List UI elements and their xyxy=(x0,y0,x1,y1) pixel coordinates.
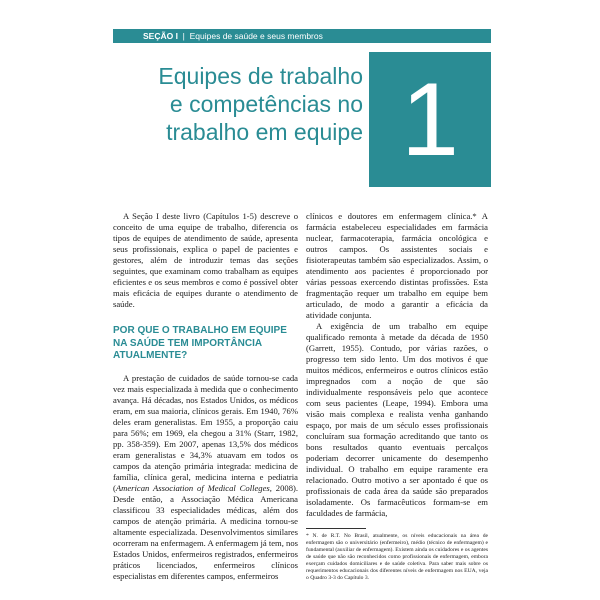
body-paragraph: clínicos e doutores em enfermagem clínica.* A farmácia estabeleceu especialidades em farmácia nuclear, farmacoterapia, farmácia oncológica e outros campos. Os assistentes sociais e fisioterapeutas também são especializados. Assim, o atendimento aos pacientes é proporcionado por várias pessoas exercendo distintas profissões. Esta fragmentação requer um trabalho em equipe bem articulado, de modo a garantir a eficácia da atividade conjunta. xyxy=(306,211,488,320)
subheading-line: ATUALMENTE? xyxy=(113,350,188,361)
section-title: Equipes de saúde e seus membros xyxy=(189,31,323,41)
right-column xyxy=(306,211,488,582)
chapter-title xyxy=(113,62,363,146)
chapter-number: 1 xyxy=(401,62,459,178)
paragraph-text: A prestação de cuidados de saúde tornou-se cada vez mais especializada à medida que o conhecimento avança. Há décadas, nos Estados Unidos, os médicos eram, em sua maioria, clínicos gerais. Em 1940, 76% deles eram generalistas. Em 1955, a proporção caiu para 56%; em 1969, ela chegou a 31% (Starr, 1982, pp. 358-359). Em 2007, apenas 13,5% dos médicos eram generalistas e 34,3% atuavam em todos os campos da atenção primária integrada: medicina de família, clínica geral, medicina interna e pediatria ( xyxy=(113,372,298,493)
chapter-title-line: trabalho em equipe xyxy=(166,119,363,145)
body-paragraph: A exigência de um trabalho em equipe qualificado remonta à metade da década de 1950 (Garrett, 1955). Contudo, por várias razões, o progresso tem sido lento. Um dos motivos é que muitos médicos, enfermeiros e outros clínicos estão impregnados com a noção de que são individualmente responsáveis pelo que acontece com seus pacientes (Leape, 1994). Embora uma visão mais complexa e realista venha ganhando espaço, por mais de um século esses profissionais concluíram sua formação acreditando que tanto os bons resultados quanto eventuais percalços poderiam decorrer unicamente do desempenho individual. O trabalho em equipe raramente era relacionado. Outro motivo a ser apontado é que os profissionais de cada área da saúde são preparados isoladamente. Os farmacêuticos formam-se em faculdades de farmácia, xyxy=(306,321,488,518)
chapter-title-line: e competências no xyxy=(169,91,363,117)
body-paragraph xyxy=(113,373,298,582)
chapter-title-line: Equipes de trabalho xyxy=(158,63,363,89)
section-subheading xyxy=(113,325,298,363)
footnote: * N. de R.T. No Brasil, atualmente, os níveis educacionais na área de enfermagem são o universitário (enfermeiro), médio (técnico de enfermagem) e fundamental (auxiliar de enfermagem). Existem ainda os cuidadores e os agentes de saúde que não são reconhecidos como profissionais de enfermagem, embora exerçam cuidados domiciliares e de saúde coletiva. Para saber mais sobre os requerimentos educacionais dos diferentes níveis de enfermagem nos EUA, veja o Quadro 3-3 do Capítulo 3. xyxy=(306,533,488,581)
citation-italic: American Association of Medical Colleges xyxy=(115,482,270,493)
section-header-band: SEÇÃO I | Equipes de saúde e seus membros xyxy=(113,29,491,43)
subheading-line: NA SAÚDE TEM IMPORTÂNCIA xyxy=(113,337,263,349)
chapter-number-box xyxy=(369,52,491,187)
left-column xyxy=(113,211,298,582)
subheading-line: POR QUE O TRABALHO EM EQUIPE xyxy=(113,325,287,336)
paragraph-text: , 2008). Desde então, a Associação Médica Americana classificou 33 especialidades médicas, além dos campos de atenção primária. A medicina tornou-se altamente especializada. Desenvolvimentos similares ocorreram na enfermagem. A enfermagem já tem, nos Estados Unidos, enfermeiros registrados, enfermeiros práticos licenciados, enfermeiros clínicos especialistas em diferentes campos, enfermeiros xyxy=(113,482,298,581)
section-label: SEÇÃO I xyxy=(143,31,178,41)
footnote-divider xyxy=(306,528,366,529)
intro-paragraph: A Seção I deste livro (Capítulos 1-5) descreve o conceito de uma equipe de trabalho, diferencia os tipos de equipes de atendimento de saúde, apresenta seus profissionais, explica o papel de pacientes e gestores, além de introduzir temas das seções seguintes, que examinam como trabalham as equipes eficientes e os seus membros e como é possível obter mais eficácia de equipes durante o atendimento de saúde. xyxy=(113,211,298,309)
